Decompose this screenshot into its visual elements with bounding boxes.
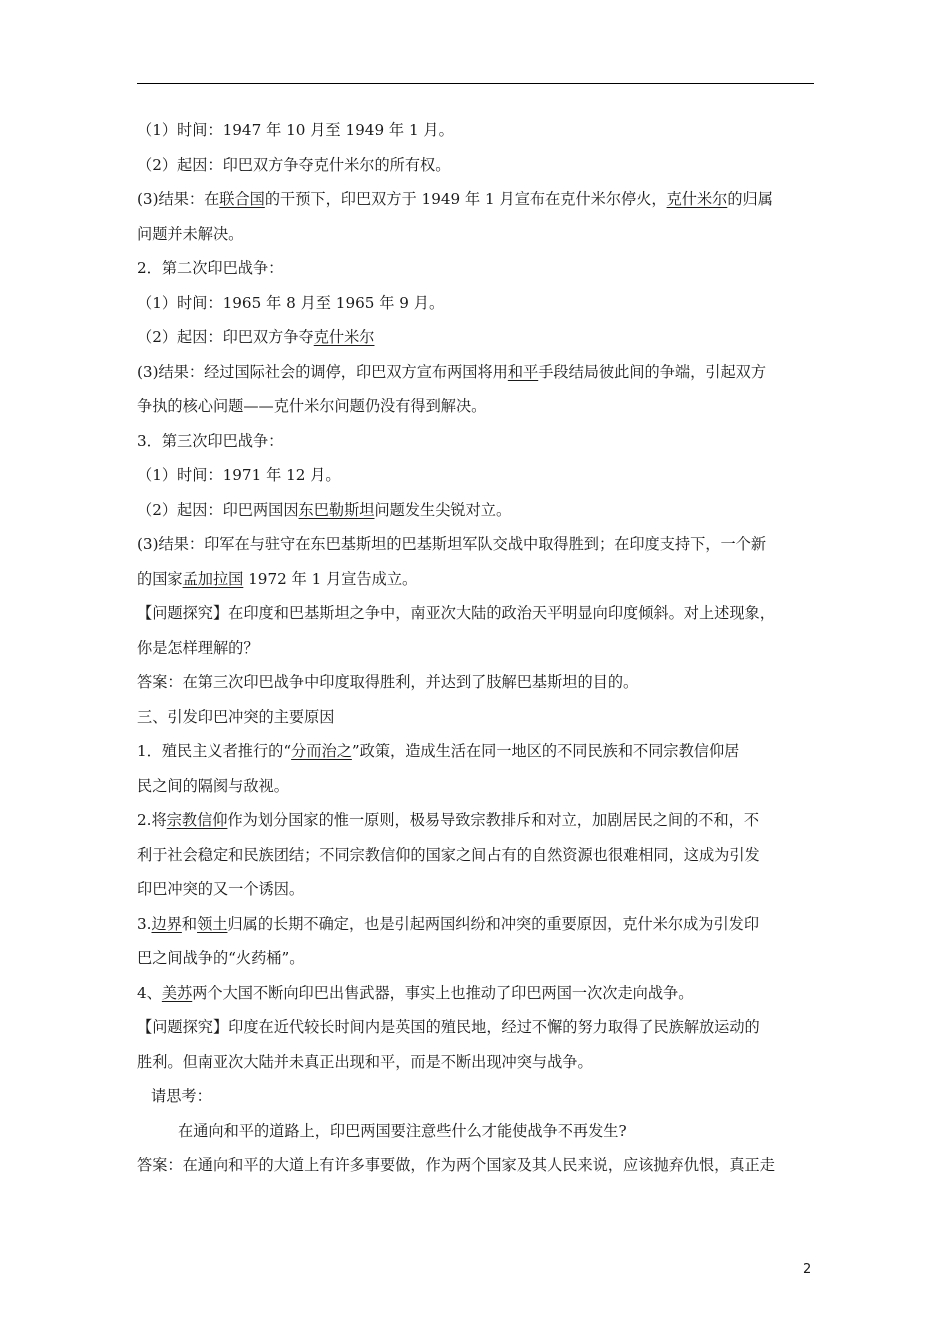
cause-point-3: 3.边界和领土归属的长期不确定，也是引起两国纠纷和冲突的重要原因，克什米尔成为引发印 [137, 914, 759, 933]
document-body [137, 118, 817, 1188]
war3-cause: （2）起因：印巴两国因东巴勒斯坦问题发生尖锐对立。 [137, 500, 512, 519]
underlined-term: 东巴勒斯坦 [298, 500, 375, 519]
war2-heading: 2．第二次印巴战争： [137, 259, 284, 277]
war3-result-cont: 的国家孟加拉国 1972 年 1 月宣告成立。 [137, 569, 418, 588]
underlined-term: 孟加拉国 [182, 569, 244, 588]
inquiry2-text: 【问题探究】印度在近代较长时间内是英国的殖民地，经过不懈的努力取得了民族解放运动的 [137, 1018, 760, 1036]
underlined-term: 联合国 [219, 190, 265, 208]
cause-point-2-cont: 印巴冲突的又一个诱因。 [137, 880, 305, 898]
cause-point-2-cont: 利于社会稳定和民族团结；不同宗教信仰的国家之间占有的自然资源也很难相同，这成为引发 [137, 845, 760, 864]
war1-time: （1）时间：1947 年 10 月至 1949 年 1 月。 [137, 121, 454, 139]
header-rule [137, 83, 814, 84]
inquiry1-question-cont: 你是怎样理解的？ [137, 638, 259, 657]
war3-heading: 3．第三次印巴战争： [137, 431, 284, 450]
underlined-term: 和平 [507, 362, 539, 381]
cause-point-1-cont: 民之间的隔阂与敌视。 [137, 776, 289, 795]
inquiry2-think-prompt: 请思考： [151, 1087, 212, 1105]
war2-result: (3)结果：经过国际社会的调停，印巴双方宣布两国将用和平手段结局彼此间的争端，引起双方 [137, 362, 767, 381]
inquiry1-question: 【问题探究】在印度和巴基斯坦之争中，南亚次大陆的政治天平明显向印度倾斜。对上述现象， [137, 604, 775, 622]
page-number: 2 [803, 1262, 812, 1277]
war3-result: (3)结果：印军在与驻守在东巴基斯坦的巴基斯坦军队交战中取得胜到；在印度支持下，一个新 [137, 535, 767, 553]
cause-point-4: 4、美苏两个大国不断向印巴出售武器，事实上也推动了印巴两国一次次走向战争。 [137, 983, 694, 1002]
underlined-term: 边界 [151, 914, 182, 933]
cause-point-2: 2.将宗教信仰作为划分国家的惟一原则，极易导致宗教排斥和对立，加剧居民之间的不和，不 [137, 811, 759, 829]
inquiry1-answer: 答案：在第三次印巴战争中印度取得胜利，并达到了肢解巴基斯坦的目的。 [137, 673, 639, 691]
war2-result-cont: 争执的核心问题——克什米尔问题仍没有得到解决。 [137, 397, 487, 415]
war1-cause: （2）起因：印巴双方争夺克什米尔的所有权。 [137, 155, 451, 174]
underlined-term: 克什米尔 [666, 190, 728, 208]
war3-time: （1）时间：1971 年 12 月。 [137, 466, 341, 484]
war2-cause: （2）起因：印巴双方争夺克什米尔 [137, 328, 375, 346]
underlined-term: 分而治之 [291, 742, 352, 760]
cause-point-1: 1．殖民主义者推行的“分而治之”政策，造成生活在同一地区的不同民族和不同宗教信仰居 [137, 742, 740, 760]
cause-point-3-cont: 巴之间战争的“火药桶”。 [137, 949, 305, 967]
war2-time: （1）时间：1965 年 8 月至 1965 年 9 月。 [137, 293, 445, 312]
inquiry2-question: 在通向和平的道路上，印巴两国要注意些什么才能使战争不再发生? [178, 1121, 627, 1140]
underlined-term: 美苏 [161, 983, 193, 1002]
section3-heading: 三、引发印巴冲突的主要原因 [137, 707, 335, 726]
inquiry2-text-cont: 胜利。但南亚次大陆并未真正出现和平，而是不断出现冲突与战争。 [137, 1052, 593, 1071]
war1-result-cont: 问题并未解决。 [137, 224, 244, 243]
underlined-term: 克什米尔 [313, 328, 375, 346]
underlined-term: 宗教信仰 [166, 811, 228, 829]
war1-result: (3)结果：在联合国的干预下，印巴双方于 1949 年 1 月宣布在克什米尔停火，克什米尔的归属 [137, 190, 773, 208]
inquiry2-answer: 答案：在通向和平的大道上有许多事要做，作为两个国家及其人民来说，应该抛弃仇恨，真正走 [137, 1156, 775, 1174]
underlined-term: 领土 [197, 914, 228, 933]
